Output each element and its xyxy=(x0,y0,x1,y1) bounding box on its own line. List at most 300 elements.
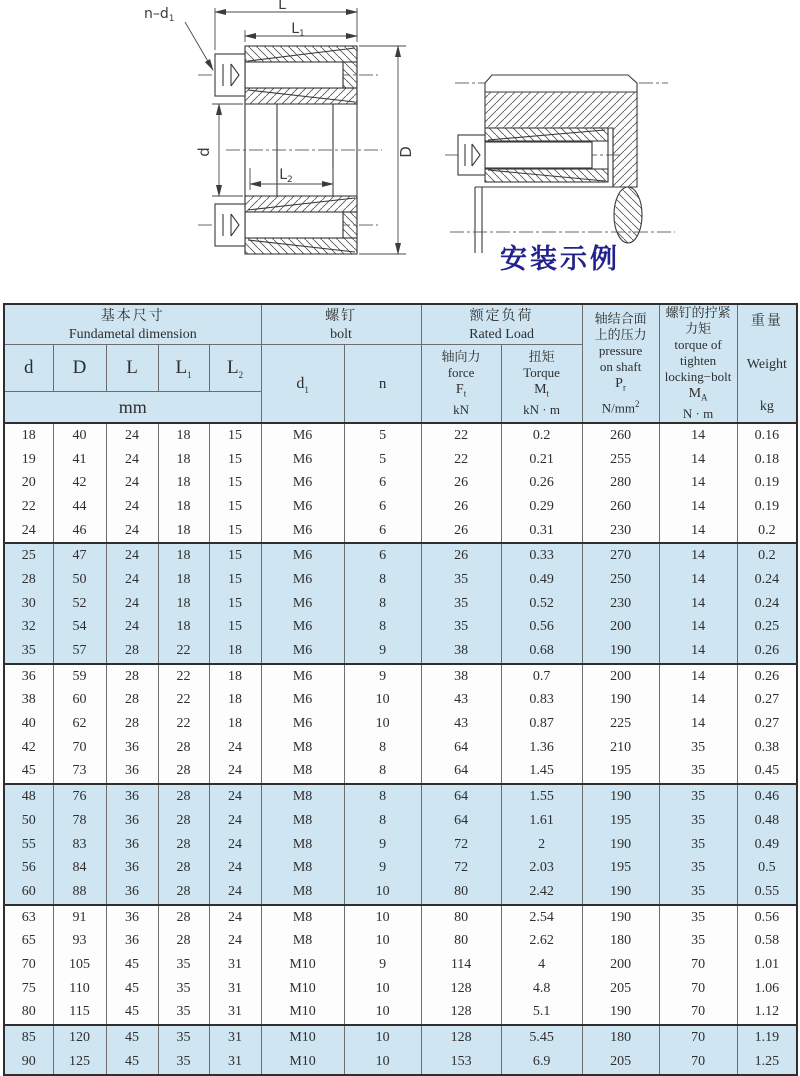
cell: M6 xyxy=(261,448,344,472)
cell: 28 xyxy=(158,809,209,833)
cell: 28 xyxy=(106,712,158,736)
cell: 28 xyxy=(158,736,209,760)
cell: 270 xyxy=(582,543,659,568)
table-row xyxy=(4,568,797,592)
cell: 28 xyxy=(158,833,209,857)
cell: 30 xyxy=(4,592,53,616)
cell: M6 xyxy=(261,471,344,495)
cell: 2.42 xyxy=(501,880,582,905)
table-row xyxy=(4,880,797,905)
cell: 28 xyxy=(158,880,209,905)
cell: 8 xyxy=(344,592,421,616)
cell: 15 xyxy=(209,448,261,472)
cell: 88 xyxy=(53,880,106,905)
cell: 18 xyxy=(158,448,209,472)
header-bolt: 螺钉 bolt xyxy=(261,304,421,345)
cell: 24 xyxy=(209,905,261,930)
cell: 1.12 xyxy=(737,1001,797,1026)
cell: 153 xyxy=(421,1050,501,1075)
cell: 22 xyxy=(4,495,53,519)
cell: M8 xyxy=(261,905,344,930)
cell: 0.24 xyxy=(737,568,797,592)
cell: 0.49 xyxy=(501,568,582,592)
cell: 15 xyxy=(209,519,261,544)
col-L2: $L_2$ xyxy=(209,345,261,392)
cell: 35 xyxy=(659,905,737,930)
cell: 36 xyxy=(106,784,158,809)
cell: 64 xyxy=(421,736,501,760)
cell: 195 xyxy=(582,760,659,785)
cell: 260 xyxy=(582,423,659,448)
cell: 22 xyxy=(421,448,501,472)
cell: 0.27 xyxy=(737,689,797,713)
cell: 60 xyxy=(53,689,106,713)
cell: M6 xyxy=(261,495,344,519)
col-torque: 扭矩 Torque $M_t$ kN · m xyxy=(501,345,582,424)
cell: 18 xyxy=(158,616,209,640)
col-L: L xyxy=(106,345,158,392)
cell: M8 xyxy=(261,736,344,760)
cell: 230 xyxy=(582,592,659,616)
cell: 36 xyxy=(106,905,158,930)
hub-and-shaft xyxy=(458,75,642,253)
cell: 40 xyxy=(53,423,106,448)
cell: 50 xyxy=(53,568,106,592)
cell: 180 xyxy=(582,1025,659,1050)
cell: 14 xyxy=(659,616,737,640)
cell: 25 xyxy=(4,543,53,568)
cell: 225 xyxy=(582,712,659,736)
cell: 0.21 xyxy=(501,448,582,472)
cell: 28 xyxy=(158,760,209,785)
cell: 195 xyxy=(582,856,659,880)
cell: M8 xyxy=(261,856,344,880)
cell: 1.36 xyxy=(501,736,582,760)
cell: 65 xyxy=(4,929,53,953)
cell: 0.83 xyxy=(501,689,582,713)
cell: 18 xyxy=(209,712,261,736)
cell: 14 xyxy=(659,639,737,664)
cell: 15 xyxy=(209,592,261,616)
cell: M8 xyxy=(261,929,344,953)
cell: 18 xyxy=(209,639,261,664)
cell: 22 xyxy=(158,712,209,736)
cell: 35 xyxy=(421,616,501,640)
cell: M6 xyxy=(261,639,344,664)
table-row xyxy=(4,689,797,713)
cell: 46 xyxy=(53,519,106,544)
cell: 36 xyxy=(106,736,158,760)
cell: 0.5 xyxy=(737,856,797,880)
cell: 18 xyxy=(4,423,53,448)
cell: 0.33 xyxy=(501,543,582,568)
cell: 70 xyxy=(659,1001,737,1026)
cell: 36 xyxy=(106,856,158,880)
cell: 55 xyxy=(4,833,53,857)
cell: M8 xyxy=(261,784,344,809)
cell: 1.55 xyxy=(501,784,582,809)
cell: 31 xyxy=(209,1025,261,1050)
cell: 24 xyxy=(106,616,158,640)
cell: 24 xyxy=(106,519,158,544)
cell: 70 xyxy=(659,1050,737,1075)
cell: 128 xyxy=(421,1025,501,1050)
cell: 38 xyxy=(421,664,501,689)
header-weight: 重量 Weight kg xyxy=(737,304,797,423)
cell: 280 xyxy=(582,471,659,495)
cell: 120 xyxy=(53,1025,106,1050)
spec-table xyxy=(3,303,798,1076)
cell: 75 xyxy=(4,977,53,1001)
cell: 200 xyxy=(582,664,659,689)
cell: 205 xyxy=(582,1050,659,1075)
table-row xyxy=(4,833,797,857)
cell: M6 xyxy=(261,616,344,640)
cell: 2.54 xyxy=(501,905,582,930)
cell: 18 xyxy=(158,543,209,568)
cell: 35 xyxy=(659,833,737,857)
cell: 35 xyxy=(158,1025,209,1050)
cell: 80 xyxy=(421,929,501,953)
cell: 14 xyxy=(659,592,737,616)
cell: 0.31 xyxy=(501,519,582,544)
cell: 56 xyxy=(4,856,53,880)
cell: 10 xyxy=(344,1025,421,1050)
header-rated-load: 额定负荷 Rated Load xyxy=(421,304,582,345)
cell: 42 xyxy=(53,471,106,495)
cell: 80 xyxy=(4,1001,53,1026)
cell: 70 xyxy=(659,977,737,1001)
cell: 14 xyxy=(659,471,737,495)
cell: 2.62 xyxy=(501,929,582,953)
cell: 0.87 xyxy=(501,712,582,736)
cell: 180 xyxy=(582,929,659,953)
cell: 0.46 xyxy=(737,784,797,809)
cell: 15 xyxy=(209,543,261,568)
cell: 36 xyxy=(106,809,158,833)
cell: 26 xyxy=(421,471,501,495)
cell: 20 xyxy=(4,471,53,495)
cell: 0.19 xyxy=(737,495,797,519)
cell: 14 xyxy=(659,495,737,519)
cell: 14 xyxy=(659,568,737,592)
cell: 14 xyxy=(659,689,737,713)
cell: 0.49 xyxy=(737,833,797,857)
cell: 110 xyxy=(53,977,106,1001)
cell: 210 xyxy=(582,736,659,760)
cell: 45 xyxy=(106,1025,158,1050)
table-row xyxy=(4,1050,797,1075)
cell: 128 xyxy=(421,1001,501,1026)
cell: 35 xyxy=(158,1050,209,1075)
cell: 24 xyxy=(106,448,158,472)
cell: 42 xyxy=(4,736,53,760)
label-d: d xyxy=(195,147,213,157)
cell: M8 xyxy=(261,880,344,905)
cell: M10 xyxy=(261,1025,344,1050)
cell: 35 xyxy=(659,784,737,809)
cell: 18 xyxy=(158,568,209,592)
cell: 35 xyxy=(659,809,737,833)
cell: 0.45 xyxy=(737,760,797,785)
cell: 190 xyxy=(582,905,659,930)
col-d: d xyxy=(4,345,53,392)
cell: 8 xyxy=(344,736,421,760)
cell: 4 xyxy=(501,953,582,977)
table-row xyxy=(4,592,797,616)
label-n-d1: $n-d_1$ xyxy=(144,6,175,24)
cell: 18 xyxy=(158,423,209,448)
cell: 0.27 xyxy=(737,712,797,736)
cell: 205 xyxy=(582,977,659,1001)
table-row xyxy=(4,809,797,833)
cell: 255 xyxy=(582,448,659,472)
cell: 63 xyxy=(4,905,53,930)
cell: 0.16 xyxy=(737,423,797,448)
cell: 24 xyxy=(106,471,158,495)
cell: 2 xyxy=(501,833,582,857)
cell: 1.19 xyxy=(737,1025,797,1050)
table-row xyxy=(4,639,797,664)
cell: 10 xyxy=(344,712,421,736)
table-row xyxy=(4,616,797,640)
cell: 54 xyxy=(53,616,106,640)
col-D: D xyxy=(53,345,106,392)
table-row xyxy=(4,929,797,953)
cell: 41 xyxy=(53,448,106,472)
cell: 0.7 xyxy=(501,664,582,689)
cell: 26 xyxy=(421,543,501,568)
cell: 80 xyxy=(421,905,501,930)
cell: 35 xyxy=(659,929,737,953)
cell: 24 xyxy=(106,543,158,568)
cell: 10 xyxy=(344,905,421,930)
cell: 14 xyxy=(659,448,737,472)
cell: 200 xyxy=(582,616,659,640)
cell: 6 xyxy=(344,519,421,544)
unit-mm: mm xyxy=(4,392,261,424)
cell: 9 xyxy=(344,953,421,977)
cell: M6 xyxy=(261,568,344,592)
table-row xyxy=(4,760,797,785)
cell: 10 xyxy=(344,689,421,713)
cell: 190 xyxy=(582,639,659,664)
cell: 35 xyxy=(421,568,501,592)
table-row xyxy=(4,784,797,809)
cell: 10 xyxy=(344,929,421,953)
cell: 64 xyxy=(421,784,501,809)
col-n: n xyxy=(344,345,421,424)
cell: 24 xyxy=(209,809,261,833)
cell: 26 xyxy=(421,495,501,519)
cell: 72 xyxy=(421,856,501,880)
table-row xyxy=(4,448,797,472)
cell: M8 xyxy=(261,833,344,857)
cell: 70 xyxy=(659,953,737,977)
cell: 76 xyxy=(53,784,106,809)
cell: 9 xyxy=(344,856,421,880)
cell: 47 xyxy=(53,543,106,568)
cell: 31 xyxy=(209,977,261,1001)
cell: 24 xyxy=(106,568,158,592)
cell: 40 xyxy=(4,712,53,736)
cell: 45 xyxy=(106,977,158,1001)
cell: 80 xyxy=(421,880,501,905)
cell: 43 xyxy=(421,689,501,713)
label-L1: $L_1$ xyxy=(291,21,305,39)
cell: 28 xyxy=(4,568,53,592)
cell: 35 xyxy=(158,1001,209,1026)
cell: 14 xyxy=(659,543,737,568)
cell: 10 xyxy=(344,977,421,1001)
cell: 5 xyxy=(344,448,421,472)
cell: 24 xyxy=(209,736,261,760)
technical-drawings xyxy=(0,0,800,303)
table-row xyxy=(4,664,797,689)
cell: M10 xyxy=(261,953,344,977)
cell: 6 xyxy=(344,471,421,495)
cell: 44 xyxy=(53,495,106,519)
table-row xyxy=(4,1001,797,1026)
cell: 0.38 xyxy=(737,736,797,760)
cell: 35 xyxy=(659,736,737,760)
cell: M6 xyxy=(261,712,344,736)
cell: M10 xyxy=(261,1001,344,1026)
cell: 28 xyxy=(158,929,209,953)
cell: 8 xyxy=(344,784,421,809)
cell: 114 xyxy=(421,953,501,977)
cell: M6 xyxy=(261,543,344,568)
header-fundamental-dimension: 基本尺寸 Fundametal dimension xyxy=(4,304,261,345)
cell: 6 xyxy=(344,543,421,568)
header-tightening-torque: 螺钉的拧紧 力矩 torque of tighten locking−bolt $M_A$ N · m xyxy=(659,304,737,423)
col-axial-force: 轴向力 force $F_t$ kN xyxy=(421,345,501,424)
cell: 18 xyxy=(209,689,261,713)
cell: 9 xyxy=(344,639,421,664)
cell: 15 xyxy=(209,616,261,640)
cell: 0.25 xyxy=(737,616,797,640)
cell: 59 xyxy=(53,664,106,689)
cell: 31 xyxy=(209,1001,261,1026)
cell: 105 xyxy=(53,953,106,977)
cell: 15 xyxy=(209,495,261,519)
cell: 0.19 xyxy=(737,471,797,495)
cell: 15 xyxy=(209,568,261,592)
cell: 22 xyxy=(158,689,209,713)
cell: 260 xyxy=(582,495,659,519)
cell: 190 xyxy=(582,833,659,857)
cell: 35 xyxy=(158,977,209,1001)
table-row xyxy=(4,471,797,495)
cell: 6 xyxy=(344,495,421,519)
table-row xyxy=(4,543,797,568)
cell: 10 xyxy=(344,1050,421,1075)
cell: 24 xyxy=(106,592,158,616)
cell: 230 xyxy=(582,519,659,544)
cell: 78 xyxy=(53,809,106,833)
cell: 28 xyxy=(106,664,158,689)
cell: 35 xyxy=(158,953,209,977)
cell: 14 xyxy=(659,519,737,544)
cell: 14 xyxy=(659,712,737,736)
cell: 0.26 xyxy=(501,471,582,495)
table-row xyxy=(4,1025,797,1050)
cell: 73 xyxy=(53,760,106,785)
cell: 0.56 xyxy=(737,905,797,930)
cell: 24 xyxy=(209,856,261,880)
cell: 35 xyxy=(659,760,737,785)
cell: 0.56 xyxy=(501,616,582,640)
cell: 93 xyxy=(53,929,106,953)
cell: 18 xyxy=(158,471,209,495)
cell: 15 xyxy=(209,423,261,448)
cell: 2.03 xyxy=(501,856,582,880)
cell: 0.52 xyxy=(501,592,582,616)
cell: 0.68 xyxy=(501,639,582,664)
cell: 24 xyxy=(209,929,261,953)
cell: 28 xyxy=(158,784,209,809)
cell: 190 xyxy=(582,689,659,713)
cell: 35 xyxy=(659,880,737,905)
cell: 62 xyxy=(53,712,106,736)
cell: 70 xyxy=(659,1025,737,1050)
cell: 64 xyxy=(421,760,501,785)
cell: 28 xyxy=(158,905,209,930)
label-L: L xyxy=(278,0,286,13)
cell: 0.2 xyxy=(737,519,797,544)
cell: 0.24 xyxy=(737,592,797,616)
cell: 35 xyxy=(659,856,737,880)
section-view-drawing xyxy=(130,0,430,300)
cell: M6 xyxy=(261,592,344,616)
cell: 24 xyxy=(4,519,53,544)
cell: 70 xyxy=(4,953,53,977)
cell: 22 xyxy=(421,423,501,448)
cell: 0.58 xyxy=(737,929,797,953)
cell: 5.45 xyxy=(501,1025,582,1050)
cell: 8 xyxy=(344,568,421,592)
cell: 24 xyxy=(209,760,261,785)
cell: 36 xyxy=(106,833,158,857)
cell: 0.26 xyxy=(737,639,797,664)
cell: 36 xyxy=(106,880,158,905)
table-row xyxy=(4,856,797,880)
cell: 195 xyxy=(582,809,659,833)
cell: 22 xyxy=(158,664,209,689)
cell: 64 xyxy=(421,809,501,833)
cell: 0.2 xyxy=(737,543,797,568)
cell: 48 xyxy=(4,784,53,809)
cell: M8 xyxy=(261,809,344,833)
cell: 5 xyxy=(344,423,421,448)
cell: M10 xyxy=(261,1050,344,1075)
cell: M6 xyxy=(261,689,344,713)
cell: 52 xyxy=(53,592,106,616)
cell: 24 xyxy=(209,784,261,809)
cell: 1.61 xyxy=(501,809,582,833)
cell: 190 xyxy=(582,1001,659,1026)
cell: 45 xyxy=(106,953,158,977)
cell: 15 xyxy=(209,471,261,495)
cell: 18 xyxy=(209,664,261,689)
cell: 14 xyxy=(659,423,737,448)
cell: 0.2 xyxy=(501,423,582,448)
cell: 1.06 xyxy=(737,977,797,1001)
cell: 36 xyxy=(106,760,158,785)
cell: 8 xyxy=(344,760,421,785)
cell: 72 xyxy=(421,833,501,857)
cell: 85 xyxy=(4,1025,53,1050)
